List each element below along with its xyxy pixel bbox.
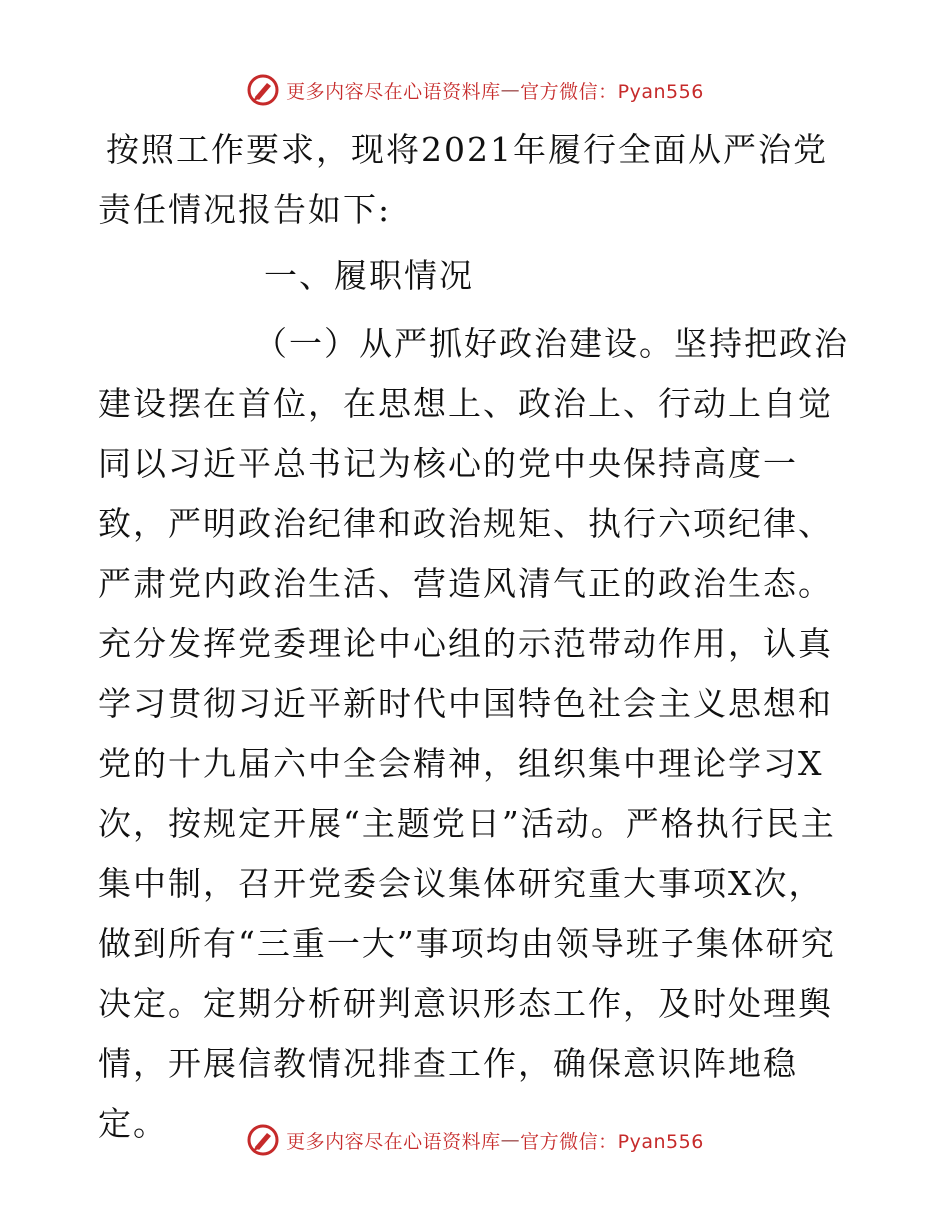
watermark-separator: — [500,79,521,101]
intro-paragraph: 按照工作要求，现将2021年履行全面从严治党责任情况报告如下: [98,130,828,229]
watermark-wechat-text: 官方微信：Pyan556 [520,80,704,103]
watermark-logo-icon [246,73,280,107]
body-paragraph: （一）从严抓好政治建设。坚持把政治建设摆在首位，在思想上、政治上、行动上自觉同以习近平总书记为核心的党中央保持高度一致，严明政治纪律和政治规矩、执行六项纪律、严肃党内政治生活、营造风清气正的政治生态。充分发挥党委理论中心组的示范带动作用，认真学习贯彻习近平新时代中国特色社会主义思想和党的十九届六中全会精神，组织集中理论学习X次，按规定开展“主题党日”活动。严格执行民主集中制，召开党委会议集体研究重大事项X次，做到所有“三重一大”事项均由领导班子集体研究决定。定期分析研判意识形态工作，及时处理舆情，开展信教情况排查工作，确保意识阵地稳定。 [98,324,849,1143]
watermark-logo-icon [246,1123,280,1157]
watermark-wechat-text: 官方微信：Pyan556 [520,1130,704,1153]
footer-watermark [0,1120,950,1160]
document-body [98,120,858,1154]
header-watermark [0,70,950,110]
watermark-site-text: 更多内容尽在心语资料库 [286,80,501,103]
watermark-separator: — [500,1129,521,1151]
watermark-site-text: 更多内容尽在心语资料库 [286,1130,501,1153]
section-heading: 一、履职情况 [264,256,474,295]
